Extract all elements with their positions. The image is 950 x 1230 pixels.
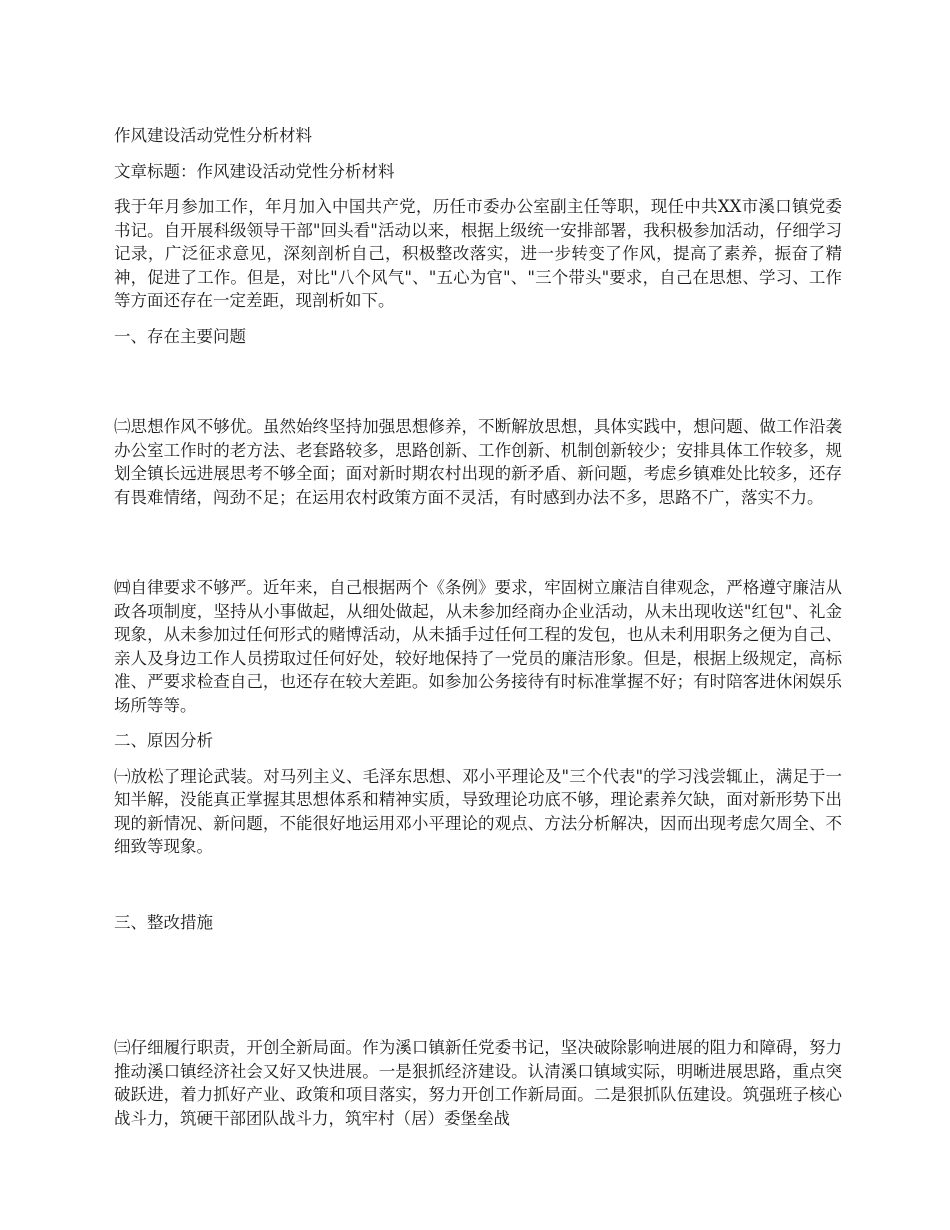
blank-space <box>114 521 842 576</box>
paragraph-duties: ㈢仔细履行职责，开创全新局面。作为溪口镇新任党委书记，坚决破除影响进展的阻力和障碍，努力推动溪口镇经济社会又好又快进展。一是狠抓经济建设。认清溪口镇域实际，明晰进展思路，重点突破跃进，着力抓好产业、政策和项目落实，努力开创工作新局面。二是狠抓队伍建设。筑强班子核心战斗力，筑硬干部团队战斗力，筑牢村（居）委堡垒战 <box>114 1038 842 1128</box>
section-heading-measures: 三、整改措施 <box>114 912 213 932</box>
document-title: 作风建设活动党性分析材料 <box>114 126 312 145</box>
blank-space <box>114 360 842 415</box>
article-title-line: 文章标题：作风建设活动党性分析材料 <box>114 161 395 181</box>
blank-space <box>114 871 842 911</box>
paragraph-thought-style: ㈡思想作风不够优。虽然始终坚持加强思想修养，不断解放思想，具体实践中，想问题、做工作沿袭办公室工作时的老方法、老套路较多，思路创新、工作创新、机制创新较少；安排具体工作较多，规划全镇长远进展思考不够全面；面对新时期农村出现的新矛盾、新问题，考虑乡镇难处比较多，还存有畏难情绪，闯劲不足；在运用农村政策方面不灵活，有时感到办法不多，思路不广，落实不力。 <box>114 417 842 507</box>
blank-space <box>114 946 842 1036</box>
section-heading-problems: 一、存在主要问题 <box>114 326 246 346</box>
paragraph-theory: ㈠放松了理论武装。对马列主义、毛泽东思想、邓小平理论及"三个代表"的学习浅尝辄止，满足于一知半解，没能真正掌握其思想体系和精神实质，导致理论功底不够，理论素养欠缺，面对新形势下出现的新情况、新问题，不能很好地运用邓小平理论的观点、方法分析解决，因而出现考虑欠周全、不细致等现象。 <box>114 766 842 856</box>
intro-paragraph: 我于年月参加工作，年月加入中国共产党，历任市委办公室副主任等职，现任中共XX市溪口镇党委书记。自开展科级领导干部"回头看"活动以来，根据上级统一安排部署，我积极参加活动，仔细学习记录，广泛征求意见，深刻剖析自己，积极整改落实，进一步转变了作风，提高了素养，振奋了精神，促进了工作。但是，对比"八个风气"、"五心为官"、"三个带头"要求，自己在思想、学习、工作等方面还存在一定差距，现剖析如下。 <box>114 197 842 310</box>
section-heading-causes: 二、原因分析 <box>114 731 213 750</box>
paragraph-self-discipline: ㈣自律要求不够严。近年来，自己根据两个《条例》要求，牢固树立廉洁自律观念，严格遵守廉洁从政各项制度，坚持从小事做起，从细处做起，从未参加经商办企业活动，从未出现收送"红包"、礼金现象，从未参加过任何形式的赌博活动，从未插手过任何工程的发包，也从未利用职务之便为自己、亲人及身边工作人员捞取过任何好处，较好地保持了一党员的廉洁形象。但是，根据上级规定，高标准、严要求检查自己，也还存在较大差距。如参加公务接待有时标准掌握不好；有时陪客进休闲娱乐场所等等。 <box>114 578 842 715</box>
document-body <box>114 124 842 1142</box>
